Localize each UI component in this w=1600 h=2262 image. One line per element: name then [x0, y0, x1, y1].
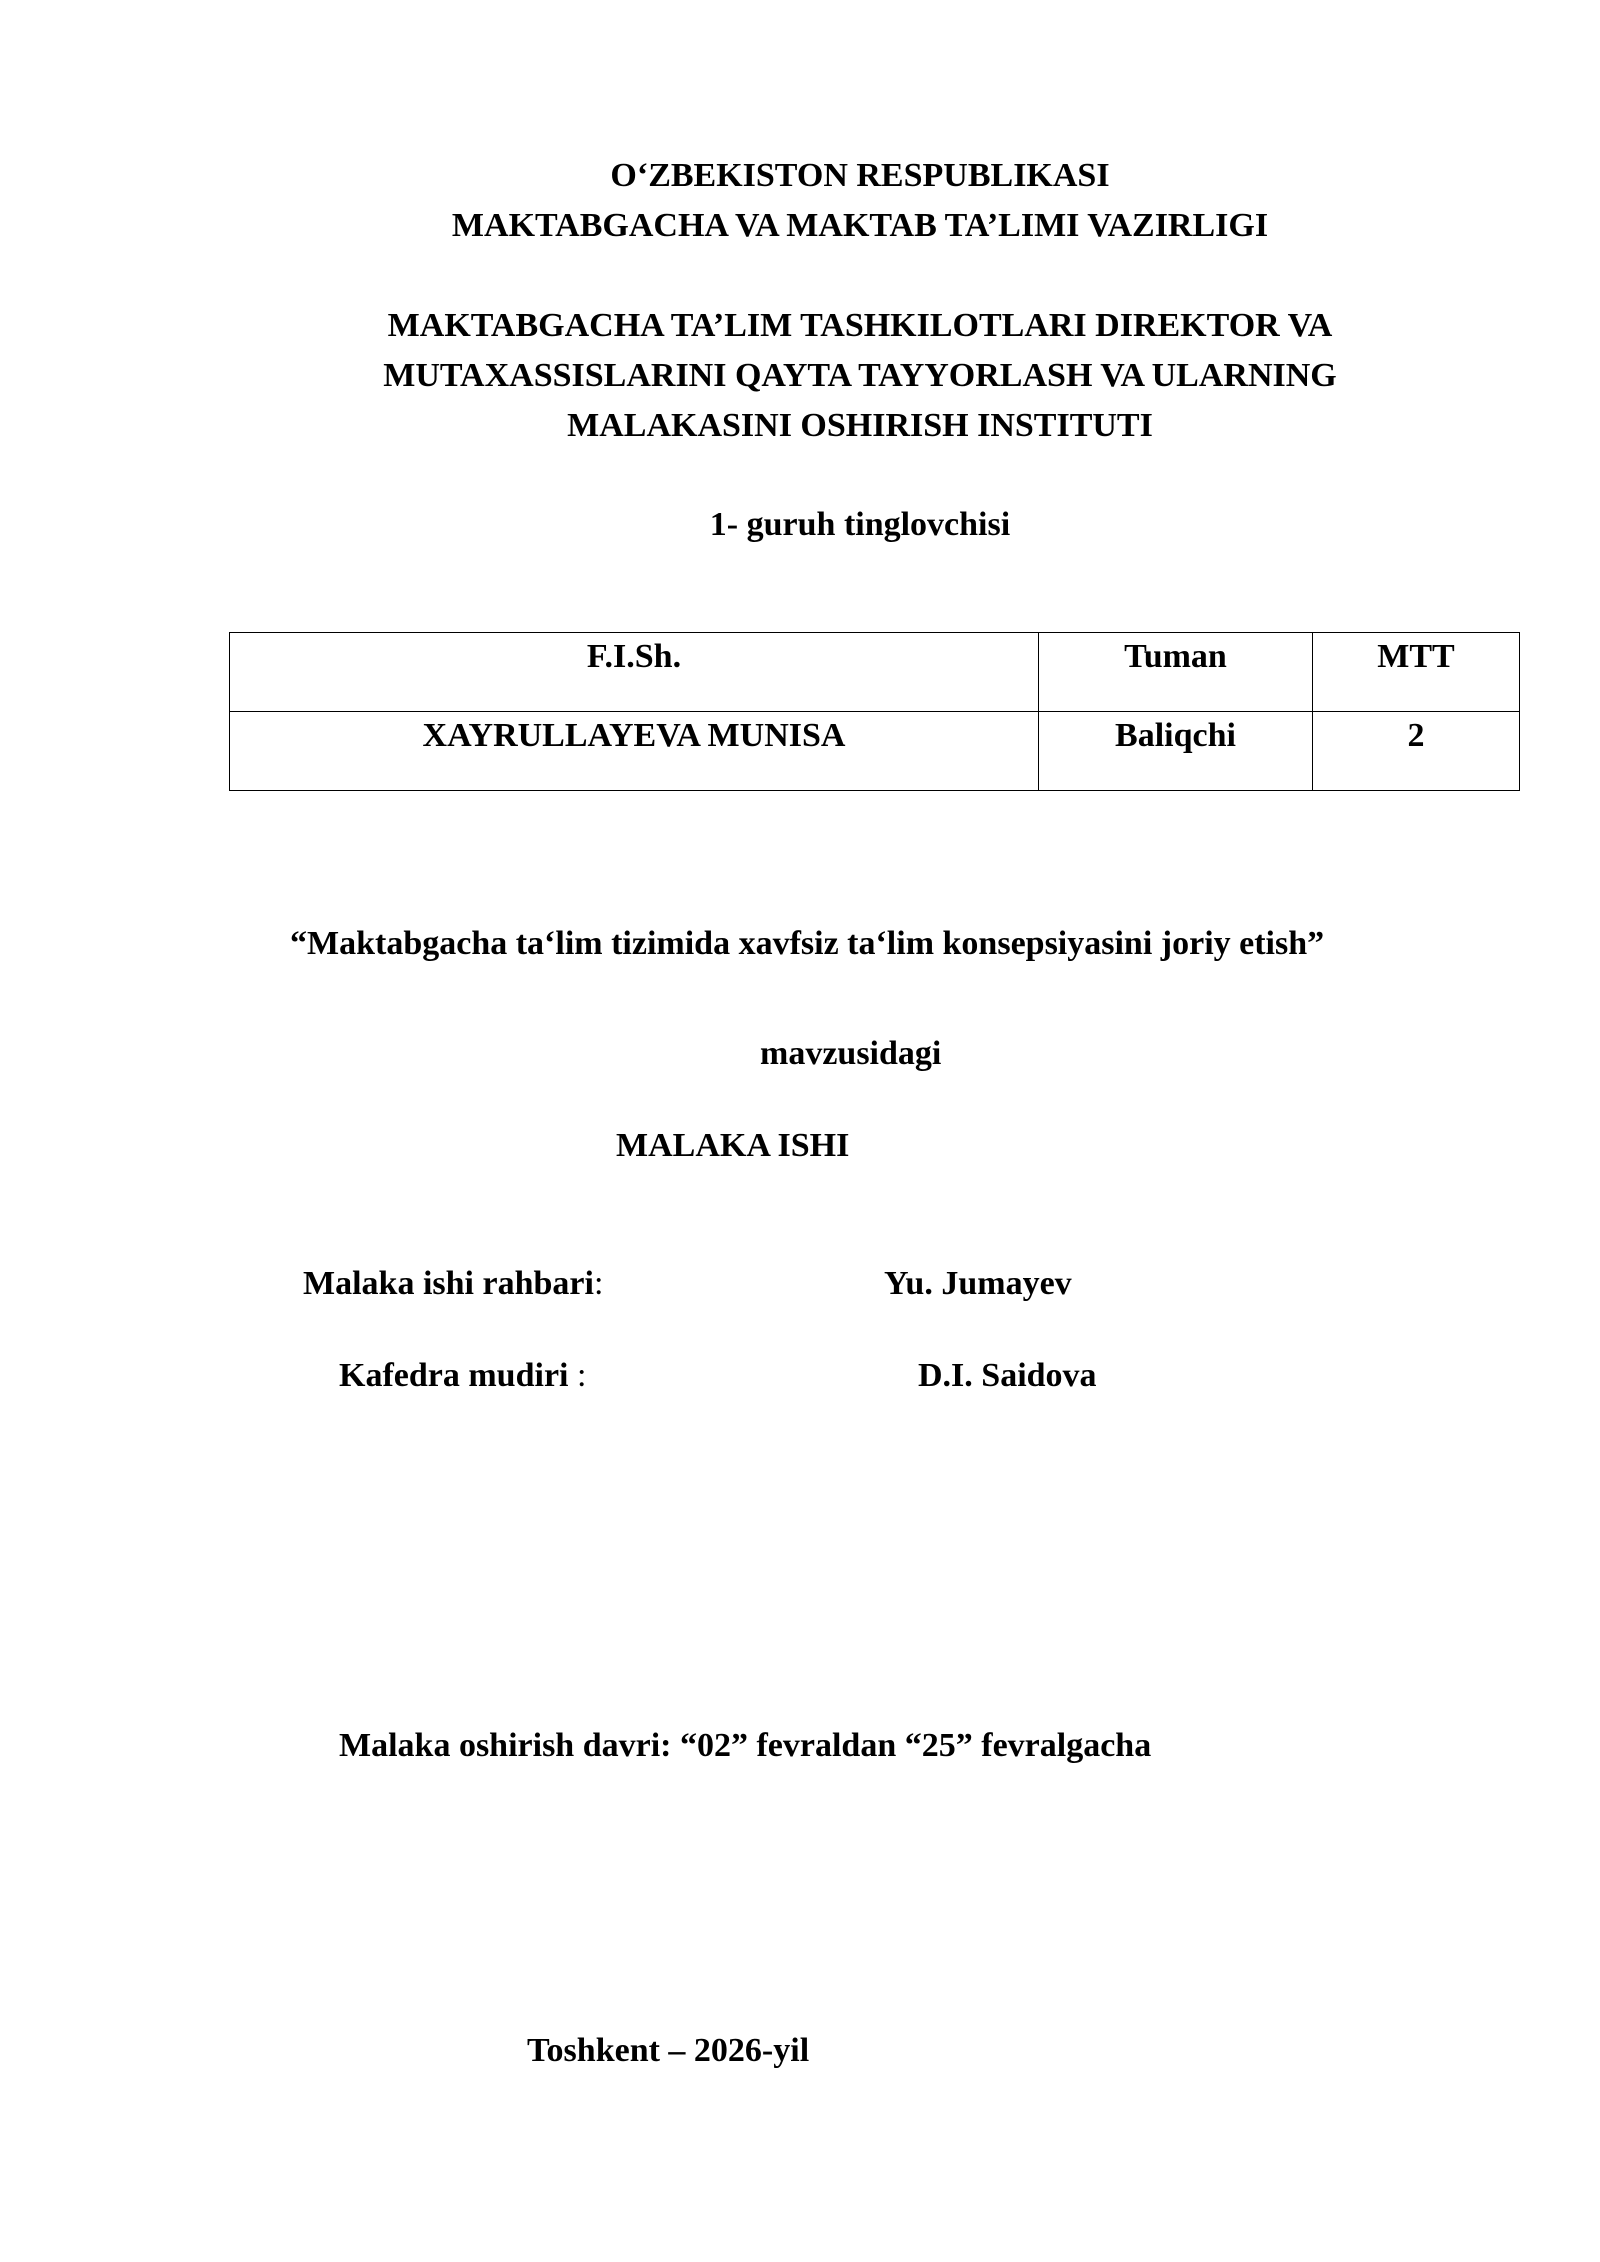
supervisor-name: Yu. Jumayev	[884, 1265, 1072, 1302]
cell-mtt-number: 2	[1313, 712, 1520, 791]
student-info-table	[229, 632, 1520, 791]
topic-title: “Maktabgacha ta‘lim tizimida xavfsiz ta‘lim konsepsiyasini joriy etish”	[290, 925, 1325, 962]
training-period: Malaka oshirish davri: “02” fevraldan “25” fevralgacha	[339, 1727, 1152, 1764]
place-and-year: Toshkent – 2026-yil	[527, 2032, 810, 2069]
institute-heading-line2: MUTAXASSISLARINI QAYTA TAYYORLASH VA ULARNING	[383, 357, 1337, 394]
table-header-row	[230, 633, 1520, 712]
institute-heading-line1: MAKTABGACHA TA’LIM TASHKILOTLARI DIREKTOR VA	[387, 307, 1333, 344]
ministry-heading: MAKTABGACHA VA MAKTAB TA’LIMI VAZIRLIGI	[451, 207, 1269, 244]
group-label: 1- guruh tinglovchisi	[709, 506, 1011, 543]
header-cell-district: Tuman	[1039, 633, 1313, 712]
header-cell-name: F.I.Sh.	[230, 633, 1039, 712]
cell-student-name: XAYRULLAYEVA MUNISA	[230, 712, 1039, 791]
department-head-label-text: Kafedra mudiri	[339, 1357, 577, 1394]
department-head-colon: :	[576, 1357, 587, 1394]
supervisor-colon: :	[593, 1265, 604, 1302]
table-row	[230, 712, 1520, 791]
supervisor-label-text: Malaka ishi rahbari	[303, 1265, 594, 1302]
department-head-label	[339, 1356, 586, 1396]
department-head-name: D.I. Saidova	[918, 1357, 1097, 1394]
country-heading: O‘ZBEKISTON RESPUBLIKASI	[610, 157, 1110, 194]
topic-suffix: mavzusidagi	[760, 1035, 942, 1072]
work-title: MALAKA ISHI	[616, 1127, 850, 1164]
cell-district: Baliqchi	[1039, 712, 1313, 791]
header-cell-mtt: MTT	[1313, 633, 1520, 712]
supervisor-label	[303, 1264, 603, 1304]
institute-heading-line3: MALAKASINI OSHIRISH INSTITUTI	[567, 407, 1153, 444]
